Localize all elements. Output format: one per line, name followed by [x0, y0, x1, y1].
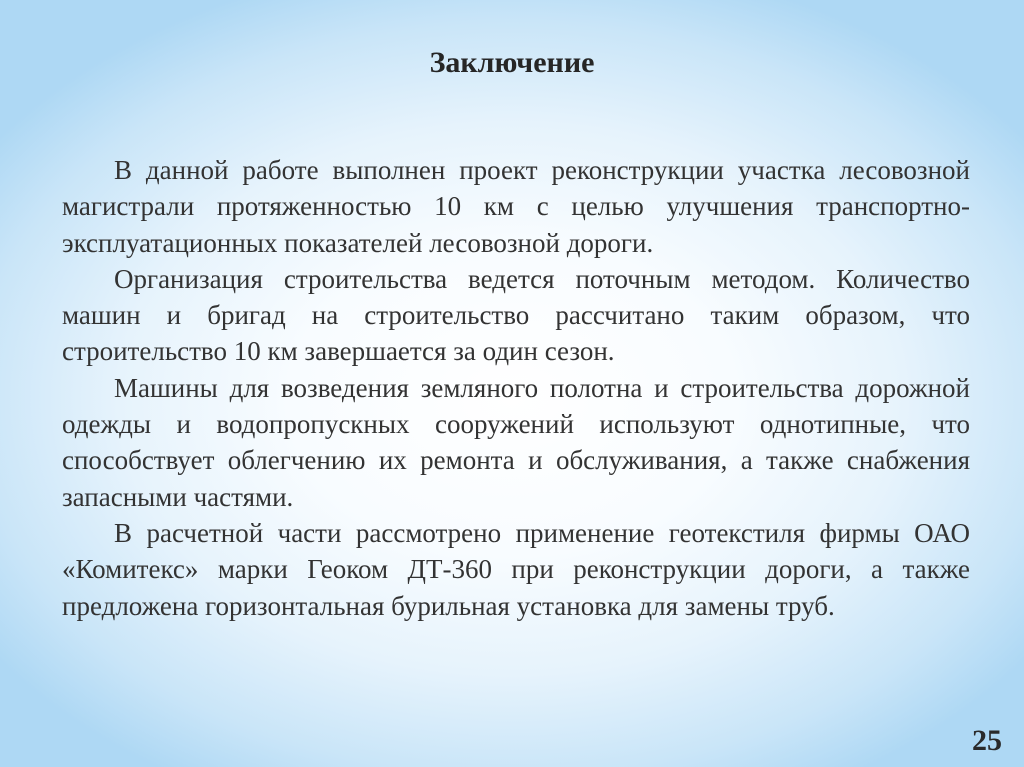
- paragraph-4: В расчетной части рассмотрено применение геотекстиля фирмы ОАО «Комитекс» марки Геоком ДТ-360 при реконструкции дороги, а также предложена горизонтальная бурильная установка для замены труб.: [62, 517, 970, 621]
- paragraph-2: Организация строительства ведется поточным методом. Количество машин и бригад на строительство рассчитано таким образом, что строительство 10 км завершается за один сезон.: [62, 263, 970, 367]
- slide-title: Заключение: [429, 46, 595, 79]
- paragraph-1: В данной работе выполнен проект реконструкции участка лесовозной магистрали протяженностью 10 км с целью улучшения транспортно-эксплуатационных показателей лесовозной дороги.: [62, 155, 970, 258]
- slide-body: [62, 152, 970, 624]
- paragraph-3: Машины для возведения земляного полотна и строительства дорожной одежды и водопропускных сооружений используют однотипные, что способствует облегчению их ремонта и обслуживания, а также снабжения запасными частями.: [62, 372, 970, 512]
- page-number: 25: [972, 724, 1002, 757]
